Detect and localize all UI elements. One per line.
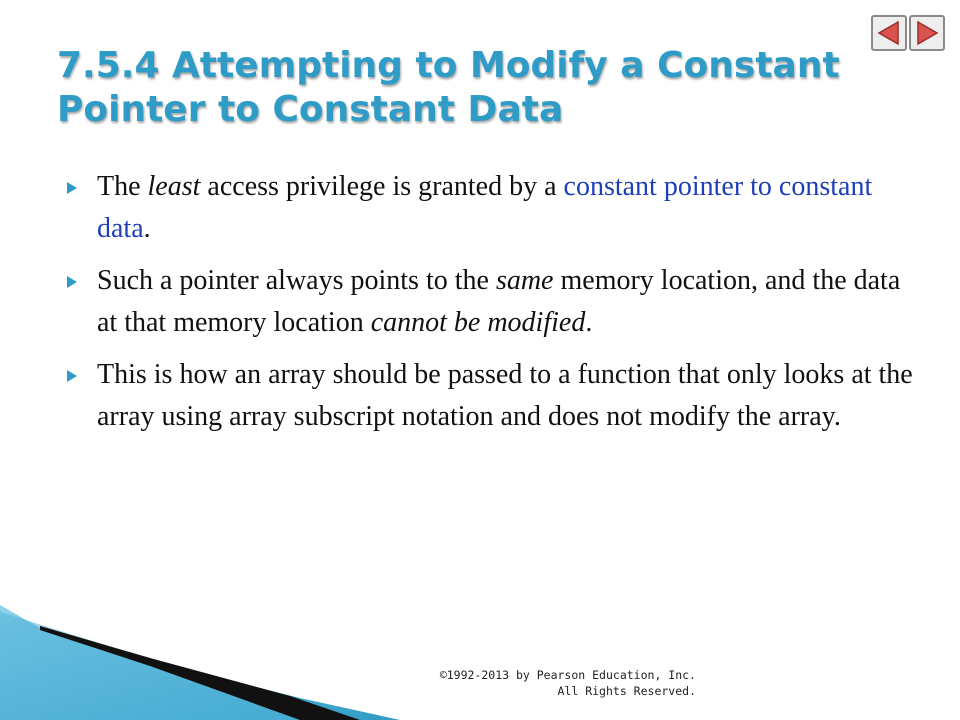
slide-title-line1: 7.5.4 Attempting to Modify a Constant: [57, 45, 840, 86]
decorative-swoosh: [0, 600, 400, 720]
bullet-item-2: [66, 260, 916, 344]
bullet-triangle-icon: [66, 181, 78, 195]
bullet-emphasis: least: [147, 171, 201, 202]
next-slide-button[interactable]: [909, 15, 945, 51]
bullet-triangle-icon: [66, 369, 78, 383]
bullet-text: access privilege is granted by a: [200, 171, 564, 202]
bullet-text: This is how an array should be passed to a function that only looks at the array using array subscript notation and does not modify the array.: [97, 359, 913, 432]
slide-title: [57, 44, 857, 132]
copyright-notice: [440, 667, 696, 699]
bullet-text: .: [143, 213, 151, 244]
bullet-emphasis: same: [495, 265, 554, 296]
bullet-text: The: [97, 171, 148, 202]
bullet-emphasis: cannot be modified: [370, 307, 586, 338]
bullet-item-3: [66, 354, 916, 438]
bullet-text: memory location, and the data at that memory location: [97, 265, 901, 338]
bullet-list: [66, 166, 916, 448]
copyright-line: ©1992-2013 by Pearson Education, Inc.: [439, 668, 696, 682]
bullet-triangle-icon: [66, 275, 78, 289]
bullet-text: .: [585, 307, 593, 338]
triangle-left-icon: [873, 17, 905, 49]
bullet-item-1: [66, 166, 916, 250]
bullet-text: Such a pointer always points to the: [97, 265, 496, 296]
triangle-right-icon: [911, 17, 943, 49]
previous-slide-button[interactable]: [871, 15, 907, 51]
bullet-highlight: constant pointer to constant data: [97, 171, 873, 244]
slide-title-line2: Pointer to Constant Data: [57, 89, 564, 130]
copyright-line: All Rights Reserved.: [557, 684, 696, 698]
